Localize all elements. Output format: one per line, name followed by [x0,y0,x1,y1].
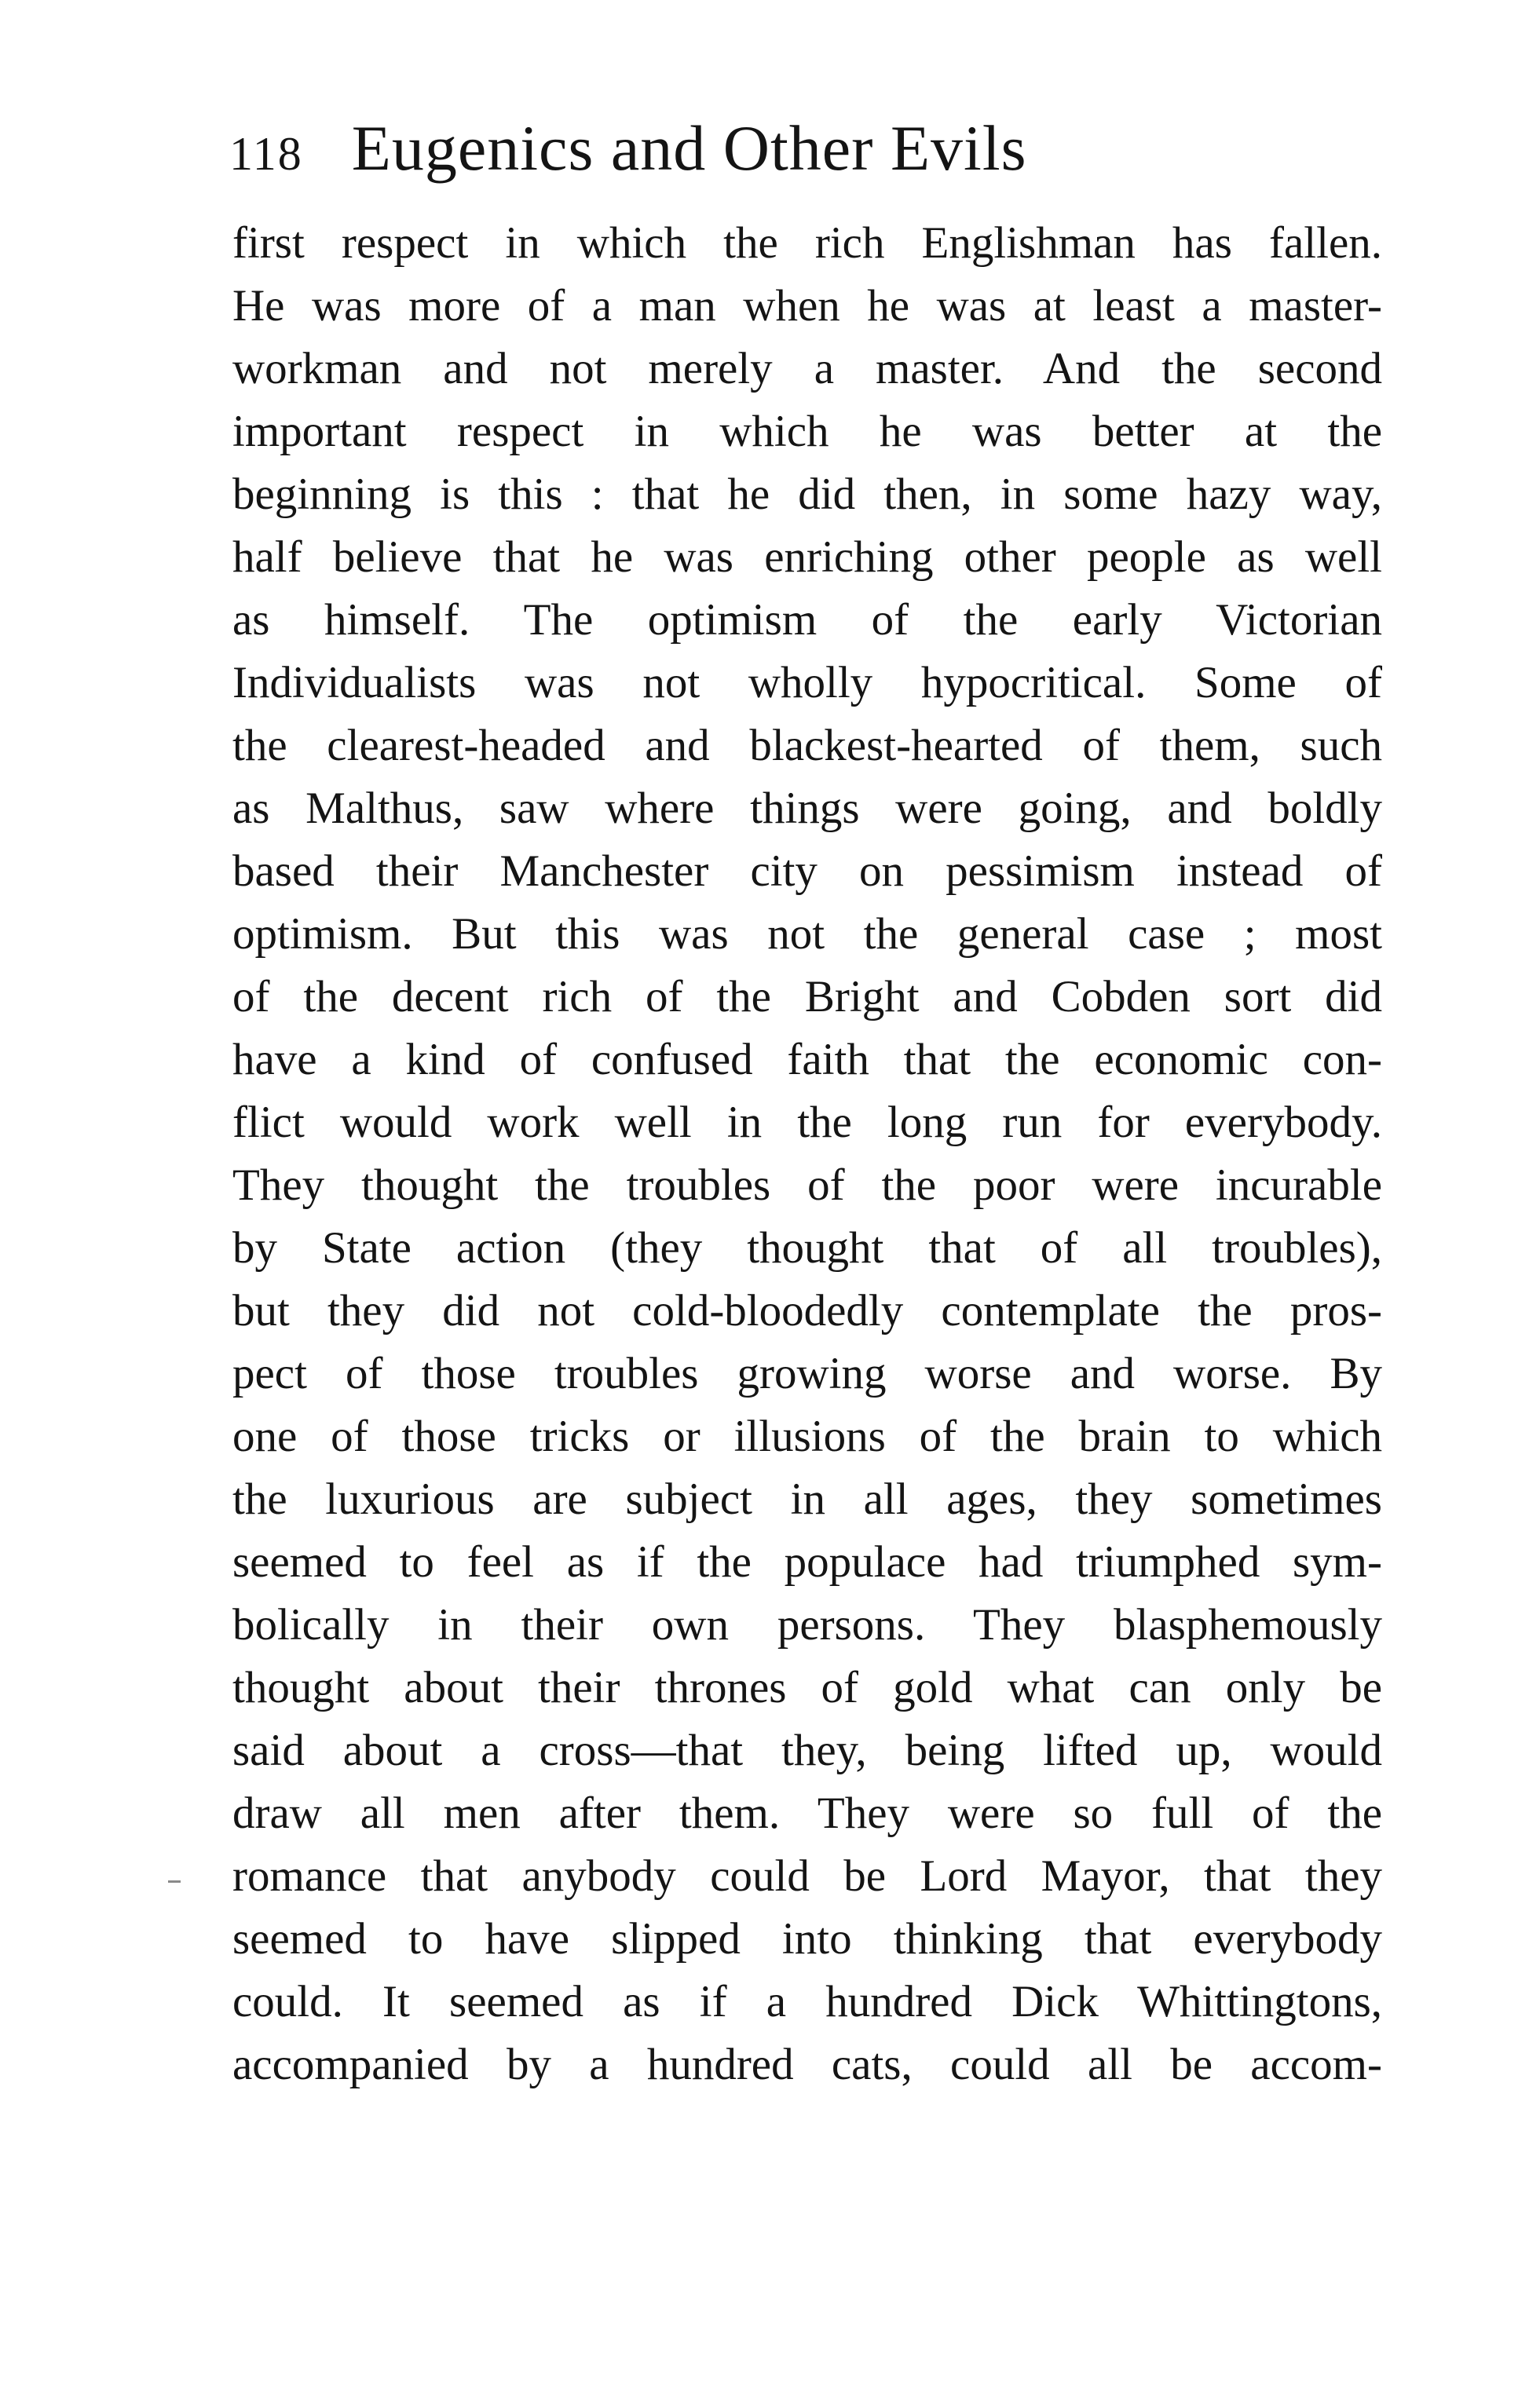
running-head [229,111,1384,198]
text-line: bolically in their own persons. They blasphemously [232,1600,1382,1650]
text-line: important respect in which he was better at the [232,407,1382,456]
text-line: seemed to have slipped into thinking that everybody [232,1914,1382,1964]
text-line: thought about their thrones of gold what can only be [232,1663,1382,1712]
text-line: by State action (they thought that of all troubles), [232,1223,1382,1273]
text-line: pect of those troubles growing worse and worse. By [232,1349,1382,1398]
body-text [232,212,1382,2096]
text-line: as himself. The optimism of the early Victorian [232,595,1382,645]
running-title: Eugenics and Other Evils [351,112,1027,184]
text-line: of the decent rich of the Bright and Cobden sort did [232,972,1382,1021]
text-line: beginning is this : that he did then, in some hazy way, [232,470,1382,519]
margin-mark [168,1880,181,1883]
text-line: seemed to feel as if the populace had triumphed sym- [232,1537,1382,1587]
text-line: based their Manchester city on pessimism instead of [232,846,1382,896]
text-line: optimism. But this was not the general case ; most [232,909,1382,959]
page-number: 118 [229,128,303,180]
text-line: Individualists was not wholly hypocritical. Some of [232,658,1382,707]
text-line: said about a cross—that they, being lifted up, would [232,1726,1382,1775]
text-line: could. It seemed as if a hundred Dick Whittingtons, [232,1977,1382,2026]
text-line: They thought the troubles of the poor were incurable [232,1160,1382,1210]
text-line: as Malthus, saw where things were going, and boldly [232,784,1382,833]
text-line: first respect in which the rich Englishman has fallen. [232,218,1382,268]
text-line: He was more of a man when he was at least a master- [232,281,1382,331]
text-line: the clearest-headed and blackest-hearted of them, such [232,721,1382,770]
text-line: half believe that he was enriching other people as well [232,532,1382,582]
text-line: but they did not cold-bloodedly contemplate the pros- [232,1286,1382,1336]
text-line: the luxurious are subject in all ages, they sometimes [232,1474,1382,1524]
text-line: flict would work well in the long run for everybody. [232,1098,1382,1147]
text-line: romance that anybody could be Lord Mayor, that they [232,1851,1382,1901]
text-line: have a kind of confused faith that the economic con- [232,1035,1382,1084]
text-line: one of those tricks or illusions of the brain to which [232,1412,1382,1461]
text-line: workman and not merely a master. And the second [232,344,1382,393]
text-line: accompanied by a hundred cats, could all be accom- [232,2040,1382,2089]
text-line: draw all men after them. They were so full of the [232,1789,1382,1838]
